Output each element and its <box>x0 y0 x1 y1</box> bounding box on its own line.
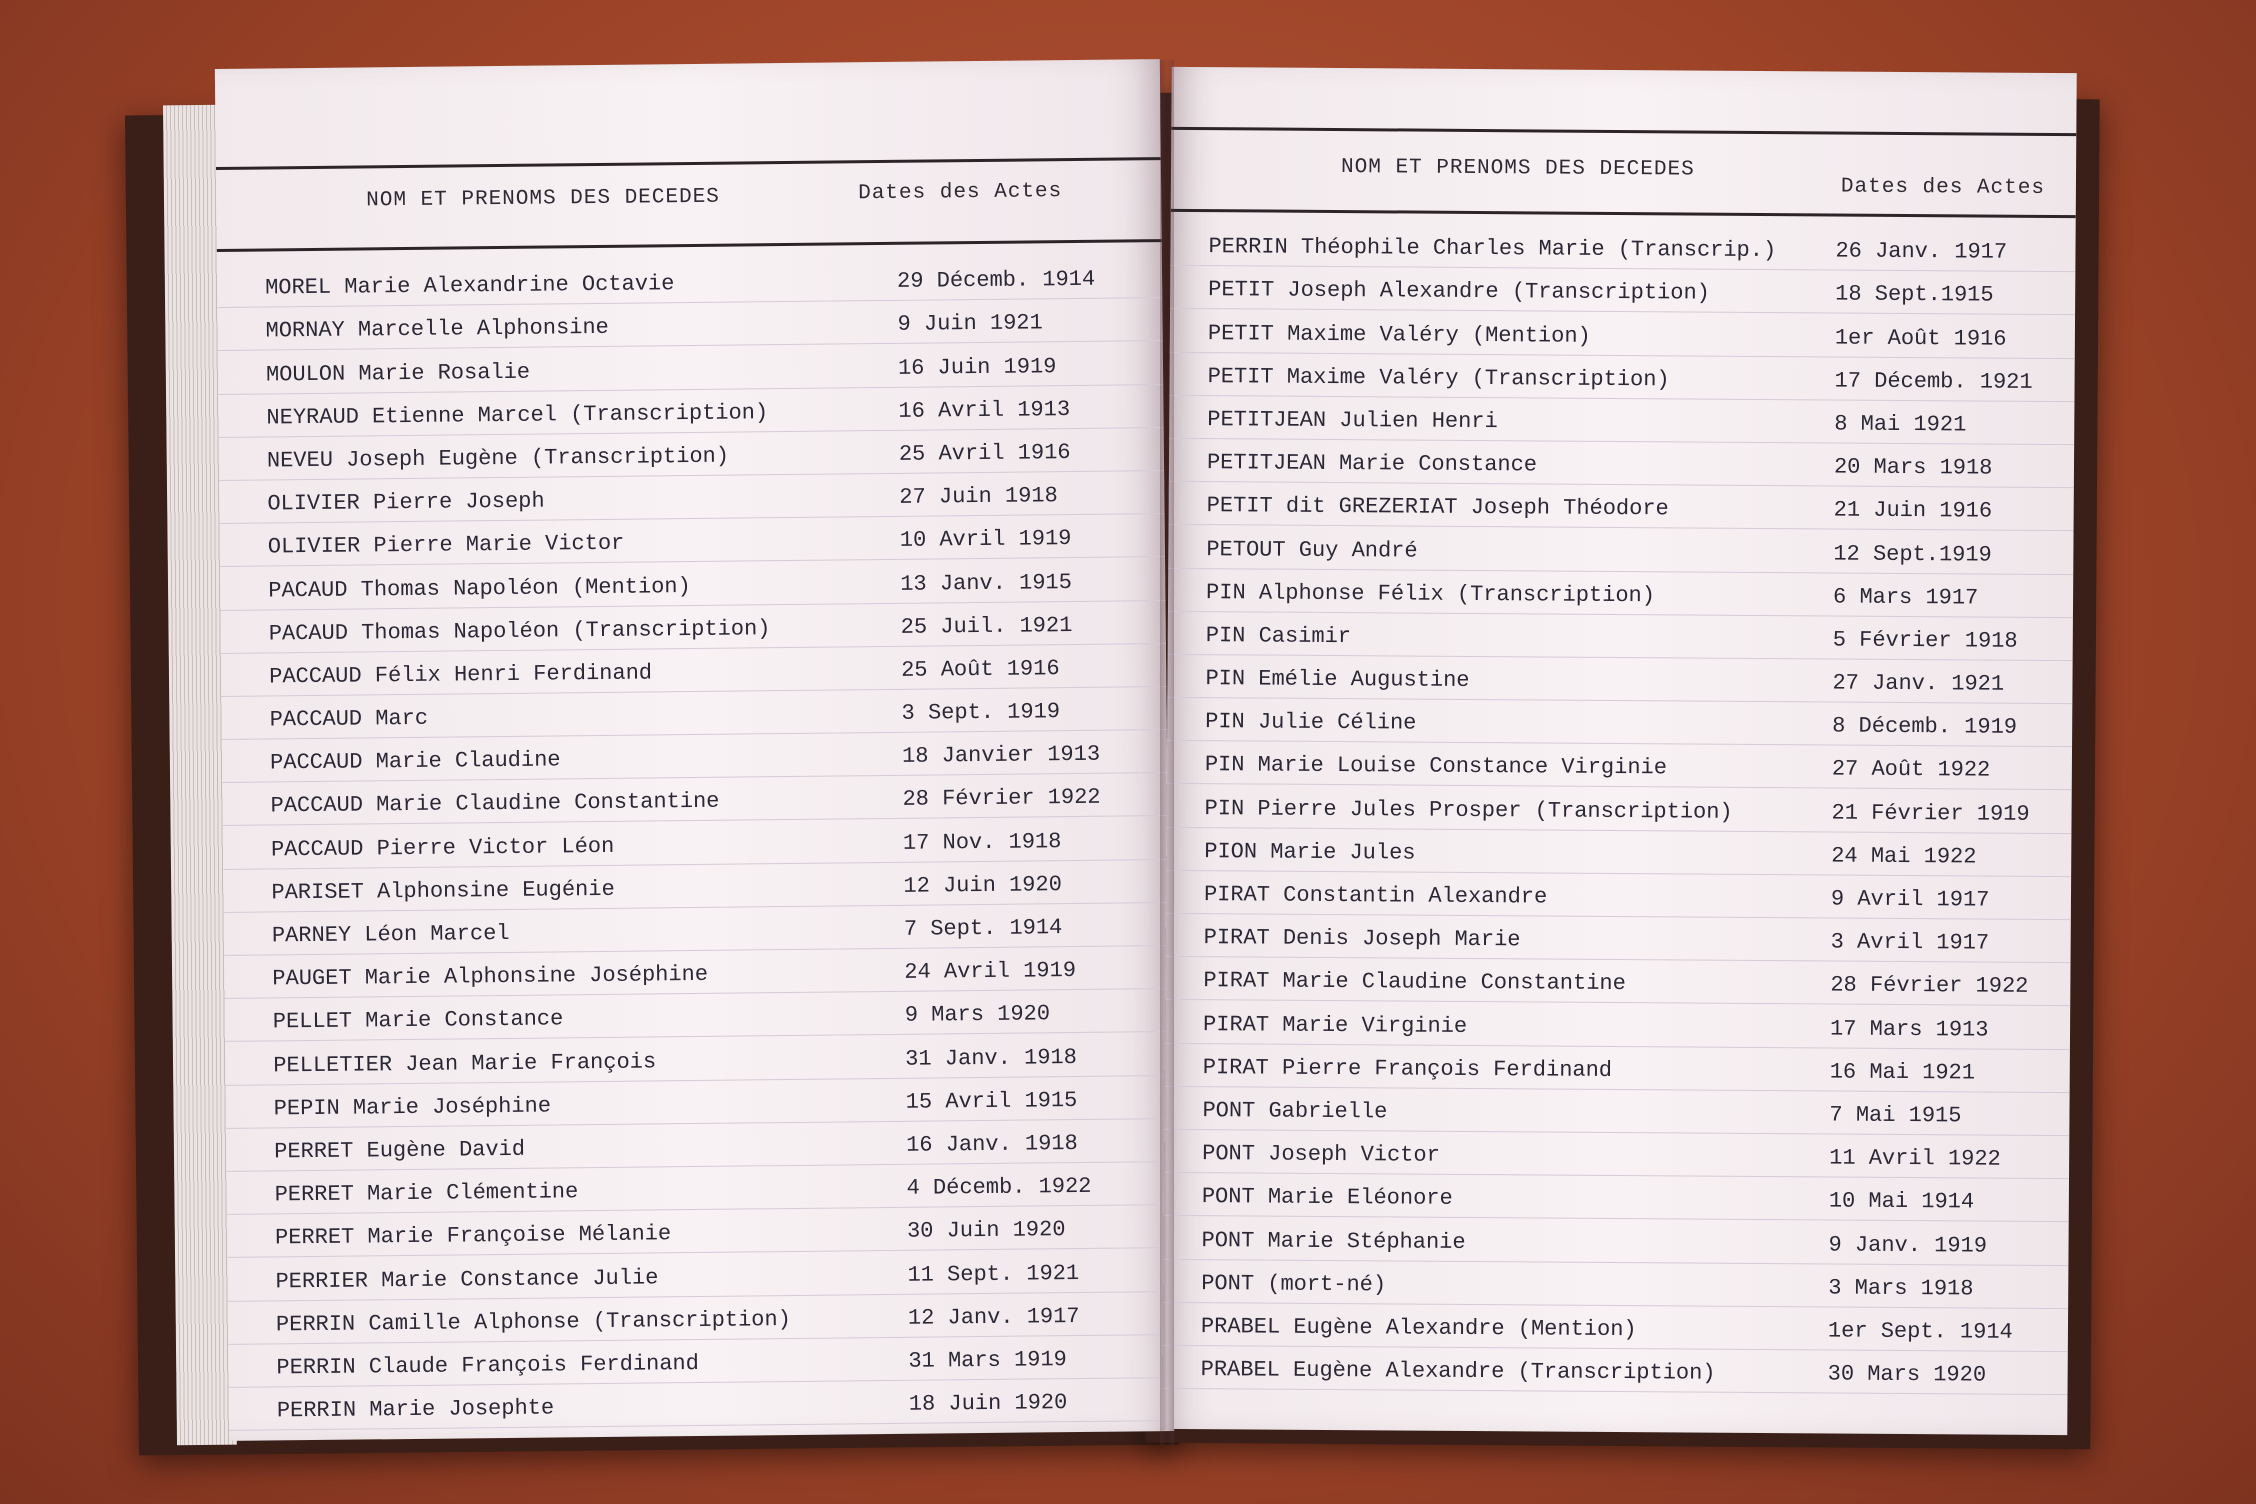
act-date: 18 Sept.1915 <box>1835 281 1994 308</box>
table-row <box>1169 396 2074 446</box>
deceased-name: PONT Joseph Victor <box>1202 1141 1440 1168</box>
act-date: 7 Mai 1915 <box>1829 1102 1962 1129</box>
table-row <box>1166 914 2071 964</box>
act-date: 16 Mai 1921 <box>1829 1059 1976 1086</box>
table-row <box>1165 1000 2070 1050</box>
deceased-name: PONT (mort-né) <box>1201 1270 1387 1298</box>
deceased-name: PARNEY Léon Marcel <box>271 920 510 949</box>
deceased-name: PETITJEAN Julien Henri <box>1207 407 1498 435</box>
table-row <box>1170 309 2075 359</box>
act-date: 9 Juin 1921 <box>897 310 1043 338</box>
deceased-name: PAUGET Marie Alphonsine Joséphine <box>272 962 709 992</box>
deceased-name: PIRAT Pierre François Ferdinand <box>1202 1054 1613 1083</box>
table-row <box>1163 1216 2068 1266</box>
act-date: 12 Janv. 1917 <box>907 1303 1080 1331</box>
act-date: 3 Mars 1918 <box>1828 1275 1974 1302</box>
deceased-name: PETIT Maxime Valéry (Transcription) <box>1207 363 1670 393</box>
deceased-name: PRABEL Eugène Alexandre (Mention) <box>1200 1313 1637 1343</box>
header-date-column: Dates des Actes <box>1840 175 2046 200</box>
table-row <box>1170 266 2075 316</box>
act-date: 25 Août 1916 <box>901 656 1060 683</box>
act-date: 20 Mars 1918 <box>1833 454 1993 481</box>
act-date: 17 Nov. 1918 <box>902 828 1062 856</box>
deceased-name: NEYRAUD Etienne Marcel (Transcription) <box>266 399 769 431</box>
table-row <box>1163 1346 2068 1396</box>
act-date: 25 Juil. 1921 <box>900 612 1073 640</box>
act-date: 9 Janv. 1919 <box>1828 1231 1988 1259</box>
table-row <box>1170 223 2075 273</box>
act-date: 3 Sept. 1919 <box>901 699 1061 726</box>
header-rule-bottom <box>1171 209 2076 218</box>
table-row <box>1168 568 2073 618</box>
act-date: 30 Juin 1920 <box>906 1217 1066 1245</box>
act-date: 11 Avril 1922 <box>1829 1145 2001 1172</box>
act-date: 27 Août 1922 <box>1831 756 1991 784</box>
act-date: 10 Mai 1914 <box>1828 1188 1975 1215</box>
table-row <box>1165 957 2070 1007</box>
header-rule-top <box>216 157 1161 170</box>
deceased-name: PERRIER Marie Constance Julie <box>275 1264 659 1294</box>
table-row <box>229 1378 1174 1431</box>
deceased-name: OLIVIER Pierre Joseph <box>267 488 545 517</box>
table-row <box>1168 612 2073 662</box>
act-date: 18 Janvier 1913 <box>901 742 1101 770</box>
deceased-name: PIRAT Denis Joseph Marie <box>1203 925 1521 953</box>
act-date: 31 Janv. 1918 <box>905 1044 1078 1072</box>
deceased-name: PETIT dit GREZERIAT Joseph Théodore <box>1206 493 1669 522</box>
deceased-name: PACCAUD Félix Henri Ferdinand <box>269 660 653 690</box>
act-date: 27 Juin 1918 <box>899 483 1058 510</box>
table-row <box>1166 784 2071 834</box>
act-date: 9 Mars 1920 <box>904 1001 1051 1029</box>
deceased-name: PONT Marie Stéphanie <box>1201 1227 1466 1255</box>
header-rule-bottom <box>217 239 1162 252</box>
deceased-name: PIN Alphonse Félix (Transcription) <box>1206 579 1656 608</box>
act-date: 10 Avril 1919 <box>899 526 1072 554</box>
act-date: 31 Mars 1919 <box>908 1347 1067 1374</box>
act-date: 8 Décemb. 1919 <box>1832 713 2018 741</box>
act-date: 25 Avril 1916 <box>898 439 1071 467</box>
act-date: 12 Sept.1919 <box>1833 540 1992 568</box>
act-date: 4 Décemb. 1922 <box>906 1173 1092 1201</box>
act-date: 18 Juin 1920 <box>908 1390 1068 1417</box>
act-date: 16 Juin 1919 <box>897 353 1057 381</box>
deceased-name: PETITJEAN Marie Constance <box>1206 450 1538 478</box>
act-date: 17 Mars 1913 <box>1829 1016 1989 1043</box>
act-date: 24 Mai 1922 <box>1831 843 1977 870</box>
act-date: 24 Avril 1919 <box>904 958 1077 986</box>
deceased-name: PION Marie Jules <box>1204 838 1416 866</box>
act-date: 28 Février 1922 <box>902 785 1101 813</box>
header-name-column: NOM ET PRENOMS DES DECEDES <box>366 185 720 213</box>
table-row <box>1164 1087 2069 1137</box>
act-date: 8 Mai 1921 <box>1834 411 1967 438</box>
deceased-name: PIN Emélie Augustine <box>1205 666 1470 694</box>
entry-list <box>217 255 1174 1431</box>
act-date: 7 Sept. 1914 <box>903 915 1063 942</box>
left-page <box>215 59 1174 1441</box>
deceased-name: PACCAUD Pierre Victor Léon <box>270 833 615 863</box>
book-gutter <box>1160 60 1174 1445</box>
deceased-name: PONT Gabrielle <box>1202 1098 1388 1125</box>
deceased-name: PARISET Alphonsine Eugénie <box>271 876 615 906</box>
right-page <box>1162 67 2076 1435</box>
header-name-column: NOM ET PRENOMS DES DECEDES <box>1340 156 1695 182</box>
deceased-name: OLIVIER Pierre Marie Victor <box>267 531 625 560</box>
deceased-name: MOULON Marie Rosalie <box>265 359 531 388</box>
deceased-name: NEVEU Joseph Eugène (Transcription) <box>266 443 730 474</box>
table-row <box>1169 439 2074 489</box>
deceased-name: PERRIN Camille Alphonse (Transcription) <box>275 1306 791 1338</box>
deceased-name: PERRET Eugène David <box>274 1136 526 1165</box>
deceased-name: PACCAUD Marie Claudine Constantine <box>270 789 720 819</box>
table-row <box>1164 1130 2069 1180</box>
deceased-name: PIN Pierre Jules Prosper (Transcription) <box>1204 795 1733 825</box>
act-date: 27 Janv. 1921 <box>1832 670 2005 697</box>
deceased-name: PETIT Joseph Alexandre (Transcription) <box>1208 277 1710 306</box>
header-rule-top <box>1171 127 2076 136</box>
table-row <box>1165 1043 2070 1093</box>
act-date: 6 Mars 1917 <box>1832 584 1979 611</box>
table-row <box>1167 655 2072 705</box>
table-row <box>1169 482 2074 532</box>
deceased-name: PERRIN Théophile Charles Marie (Transcrip.) <box>1208 234 1777 264</box>
deceased-name: MOREL Marie Alexandrine Octavie <box>265 271 675 301</box>
act-date: 28 Février 1922 <box>1830 972 2029 1000</box>
act-date: 16 Janv. 1918 <box>906 1130 1078 1158</box>
deceased-name: PACAUD Thomas Napoléon (Mention) <box>268 573 691 603</box>
deceased-name: PERRIN Claude François Ferdinand <box>276 1350 700 1381</box>
deceased-name: PERRET Marie Clémentine <box>274 1179 579 1208</box>
act-date: 1er Août 1916 <box>1834 325 2007 352</box>
deceased-name: PIN Julie Céline <box>1205 709 1417 736</box>
deceased-name: PACCAUD Marc <box>269 705 429 733</box>
deceased-name: PIRAT Marie Virginie <box>1202 1011 1468 1039</box>
deceased-name: PIRAT Marie Claudine Constantine <box>1203 968 1626 997</box>
table-row <box>1169 352 2074 402</box>
table-row <box>1167 741 2072 791</box>
table-row <box>1167 698 2072 748</box>
table-row <box>1163 1259 2068 1309</box>
table-row <box>1166 871 2071 921</box>
entry-list <box>1163 223 2076 1395</box>
act-date: 21 Juin 1916 <box>1833 497 1993 524</box>
deceased-name: PERRET Marie Françoise Mélanie <box>274 1221 672 1251</box>
act-date: 13 Janv. 1915 <box>900 569 1073 597</box>
deceased-name: PONT Marie Eléonore <box>1201 1184 1453 1212</box>
deceased-name: MORNAY Marcelle Alphonsine <box>265 315 609 344</box>
deceased-name: PIRAT Constantin Alexandre <box>1203 882 1548 910</box>
deceased-name: PELLETIER Jean Marie François <box>273 1048 657 1078</box>
act-date: 1er Sept. 1914 <box>1827 1318 2013 1345</box>
table-row <box>1166 827 2071 877</box>
act-date: 15 Avril 1915 <box>905 1087 1078 1115</box>
table-row <box>1164 1173 2069 1223</box>
deceased-name: PRABEL Eugène Alexandre (Transcription) <box>1200 1357 1716 1386</box>
deceased-name: PIN Casimir <box>1205 622 1352 649</box>
act-date: 5 Février 1918 <box>1832 627 2018 654</box>
act-date: 17 Décemb. 1921 <box>1834 368 2033 395</box>
deceased-name: PETOUT Guy André <box>1206 536 1418 564</box>
act-date: 21 Février 1919 <box>1831 800 2030 827</box>
act-date: 3 Avril 1917 <box>1830 929 1990 956</box>
deceased-name: PACCAUD Marie Claudine <box>269 747 561 776</box>
deceased-name: PEPIN Marie Joséphine <box>273 1093 552 1122</box>
deceased-name: PERRIN Marie Josephte <box>276 1395 555 1424</box>
act-date: 12 Juin 1920 <box>903 871 1062 899</box>
table-row <box>1163 1303 2068 1353</box>
act-date: 16 Avril 1913 <box>898 396 1071 424</box>
deceased-name: PELLET Marie Constance <box>272 1006 564 1035</box>
act-date: 11 Sept. 1921 <box>907 1260 1080 1288</box>
deceased-name: PETIT Maxime Valéry (Mention) <box>1207 320 1591 349</box>
act-date: 30 Mars 1920 <box>1827 1361 1987 1388</box>
act-date: 26 Janv. 1917 <box>1835 238 2008 265</box>
act-date: 9 Avril 1917 <box>1830 886 1990 913</box>
header-date-column: Dates des Actes <box>858 180 1063 206</box>
act-date: 29 Décemb. 1914 <box>896 266 1096 295</box>
deceased-name: PIN Marie Louise Constance Virginie <box>1204 752 1668 781</box>
deceased-name: PACAUD Thomas Napoléon (Transcription) <box>268 615 771 647</box>
table-row <box>1168 525 2073 575</box>
